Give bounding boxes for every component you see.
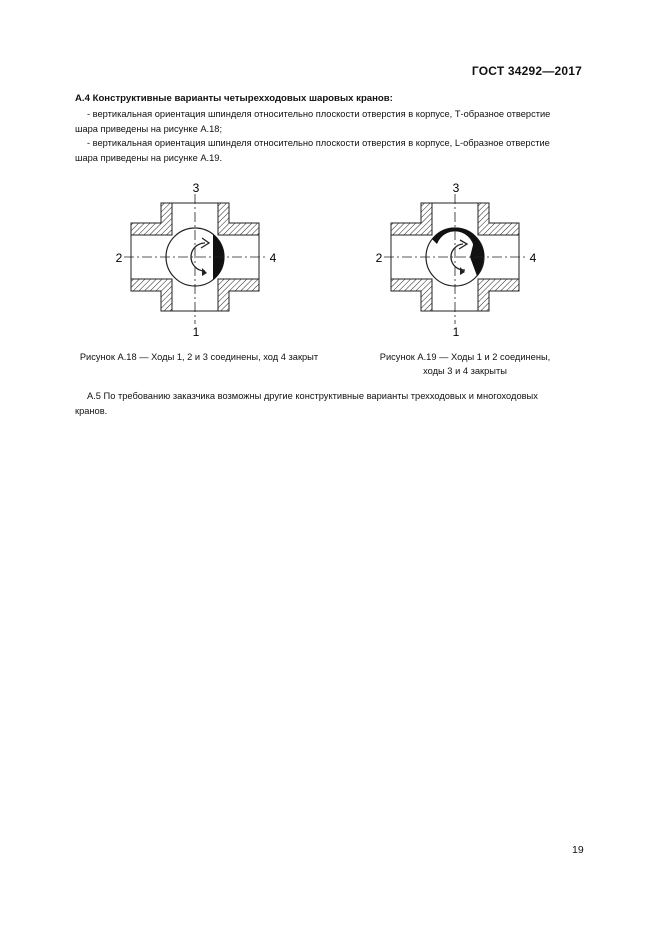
port-label-3: 3: [452, 181, 460, 195]
list-item: [75, 107, 578, 136]
list-item-line: - вертикальная ориентация шпинделя относительно плоскости отверстия в корпусе, Т-образное отверстие: [87, 109, 551, 119]
figure-a18-diagram: [110, 178, 290, 338]
caption-line: Рисунок А.19 — Ходы 1 и 2 соединены,: [379, 352, 551, 362]
note-line: кранов.: [75, 405, 108, 416]
port-label-4: 4: [529, 251, 537, 265]
standard-header: ГОСТ 34292—2017: [471, 64, 582, 78]
list-item: [75, 136, 578, 165]
caption-line: ходы 3 и 4 закрыты: [423, 366, 507, 376]
port-label-4: 4: [269, 251, 277, 265]
port-label-1: 1: [192, 325, 200, 338]
note-line: А.5 По требованию заказчика возможны другие конструктивные варианты трехходовых и многоходовых: [87, 391, 538, 401]
list-item-line: - вертикальная ориентация шпинделя относительно плоскости отверстия в корпусе, L-образное отверстие: [87, 138, 550, 148]
figure-a19-caption: [360, 350, 570, 378]
port-label-1: 1: [452, 325, 460, 338]
port-label-2: 2: [375, 251, 383, 265]
figure-a18-caption: [64, 350, 334, 364]
section-heading: А.4 Конструктивные варианты четырехходовых шаровых кранов:: [75, 93, 393, 104]
figure-a19-diagram: [370, 178, 550, 338]
port-label-3: 3: [192, 181, 200, 195]
list-item-line: шара приведены на рисунке А.19.: [75, 152, 223, 163]
port-label-2: 2: [115, 251, 123, 265]
list-item-line: шара приведены на рисунке А.18;: [75, 123, 223, 134]
caption-line: Рисунок А.18 — Ходы 1, 2 и 3 соединены, ход 4 закрыт: [79, 352, 319, 362]
page-number: 19: [572, 844, 584, 856]
note-paragraph: [75, 389, 578, 418]
